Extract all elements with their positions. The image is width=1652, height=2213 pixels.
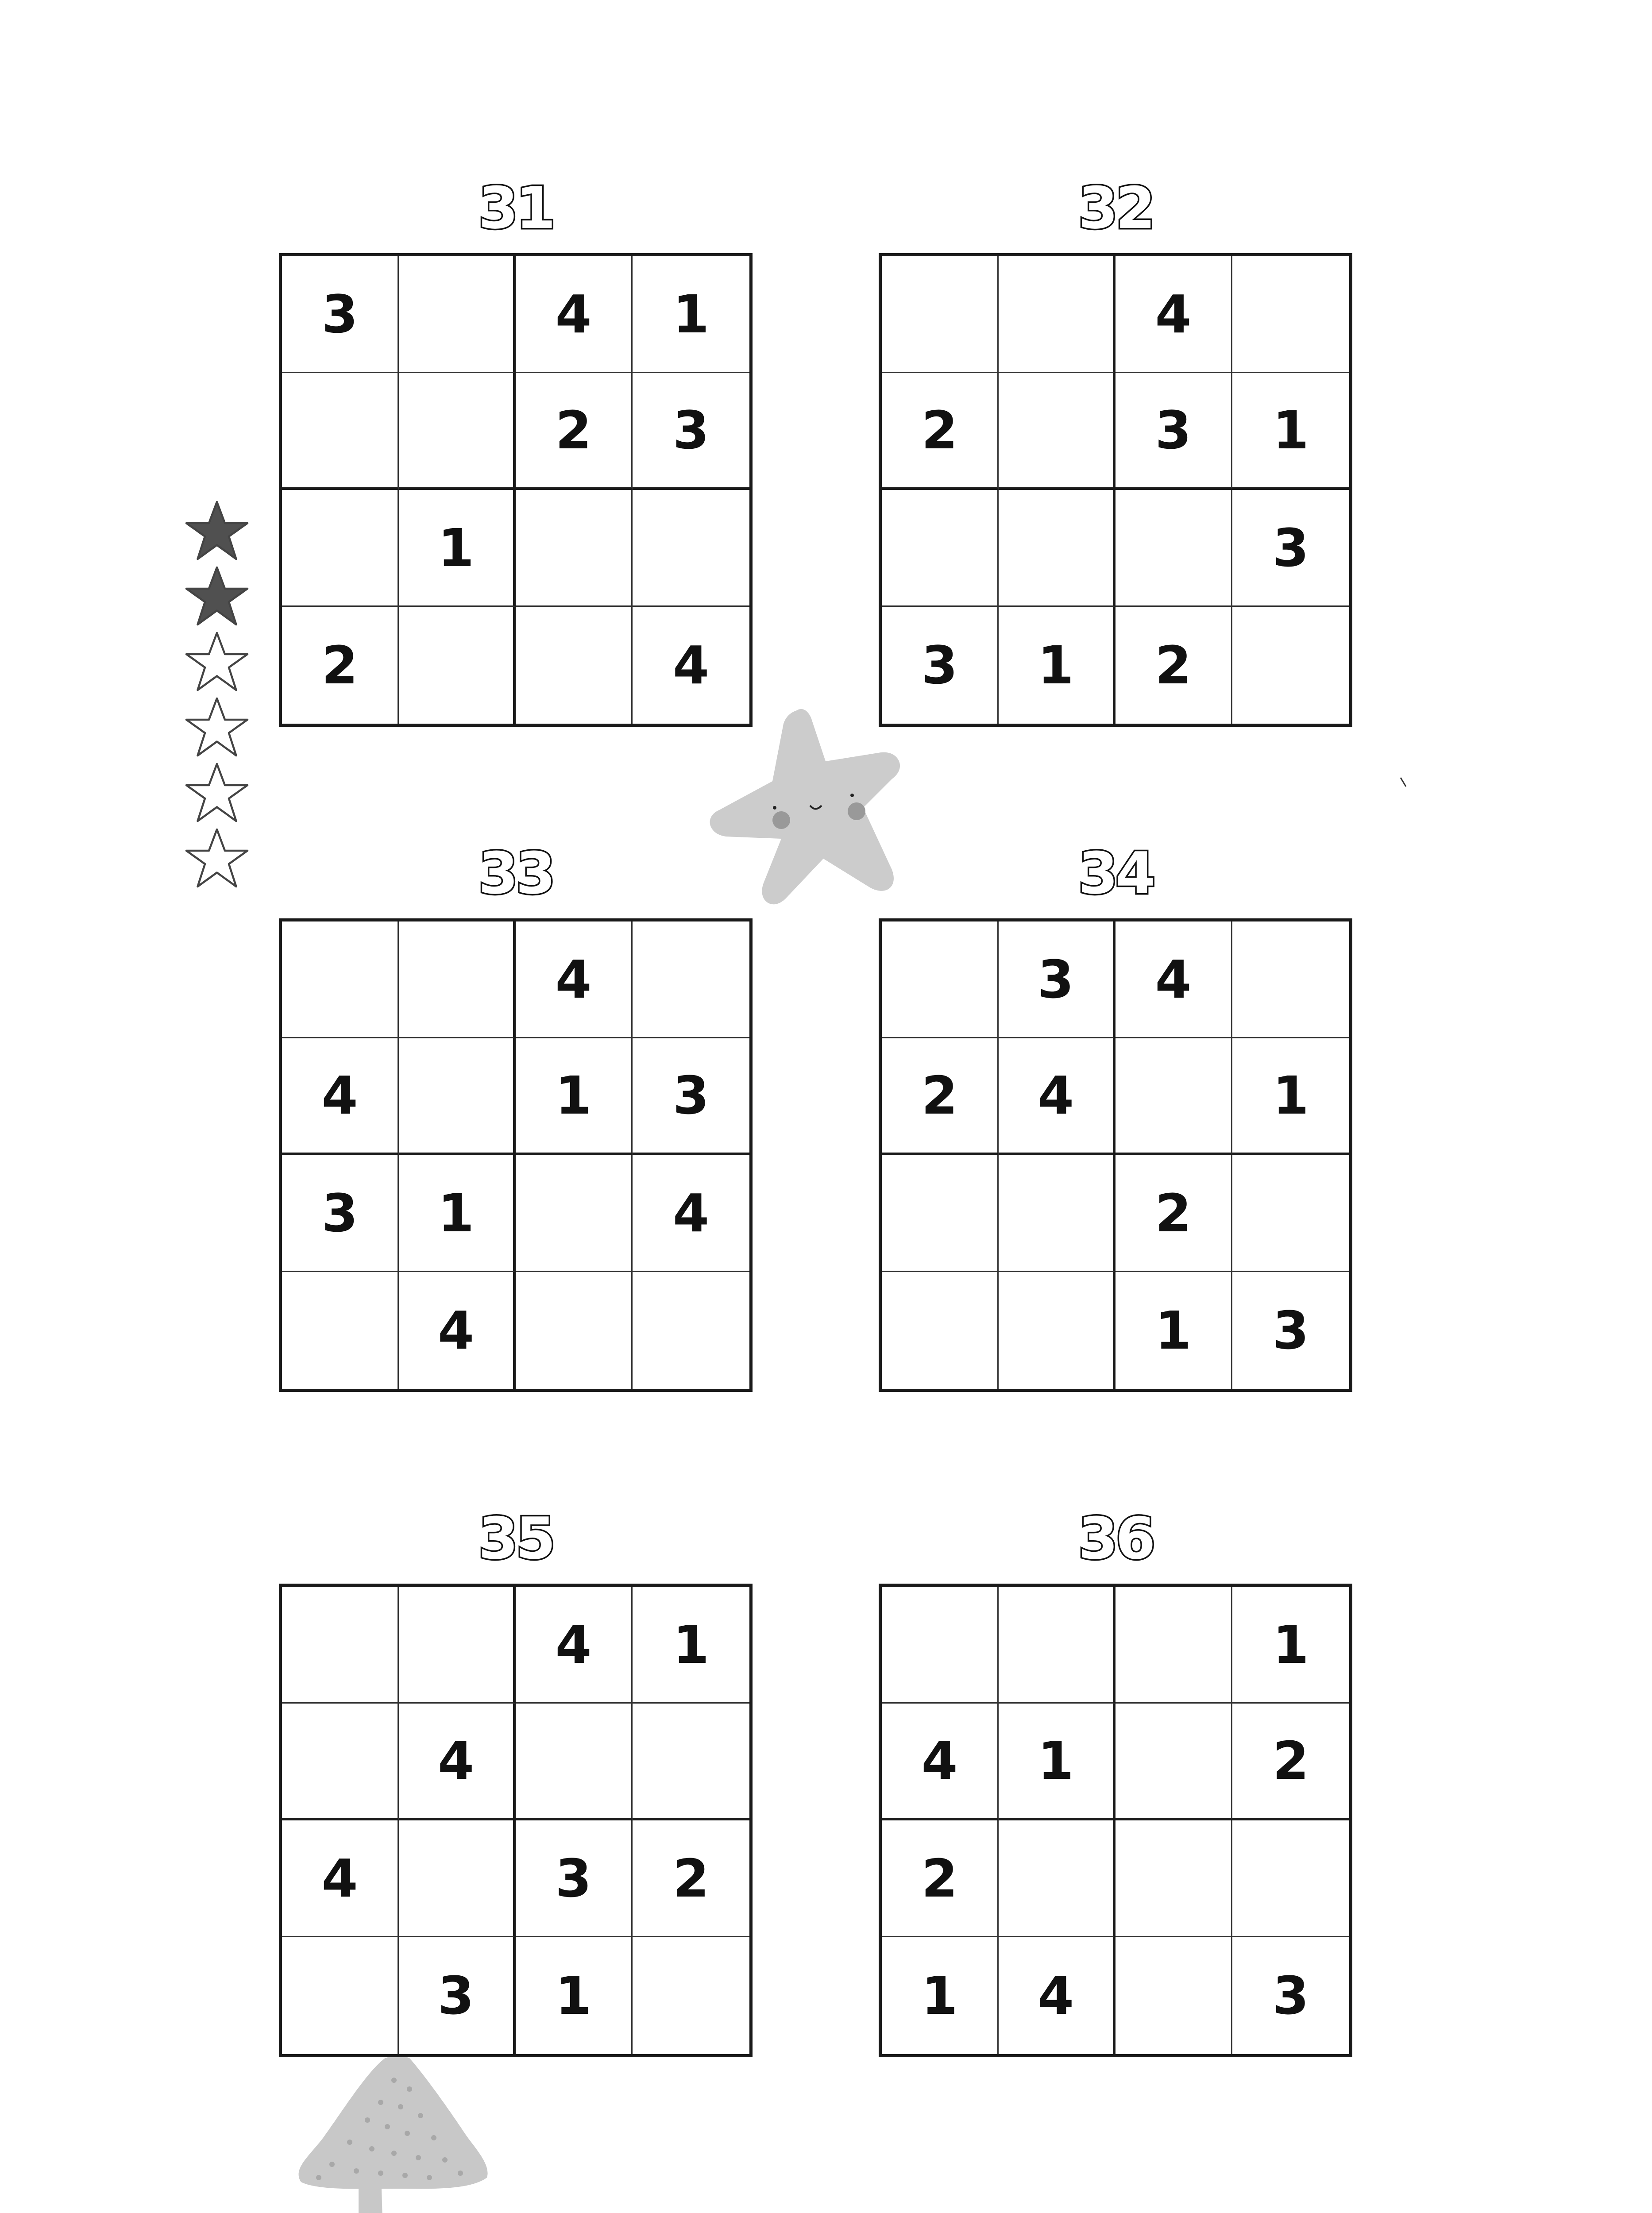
empty-cell[interactable] bbox=[282, 1704, 399, 1820]
empty-cell[interactable] bbox=[399, 607, 516, 724]
sudoku-grid bbox=[879, 253, 1352, 727]
given-cell: 2 bbox=[1232, 1704, 1349, 1820]
empty-cell[interactable] bbox=[999, 256, 1115, 373]
star-empty-icon bbox=[184, 629, 250, 695]
given-cell: 3 bbox=[1272, 1965, 1309, 2026]
empty-cell[interactable] bbox=[999, 1587, 1115, 1704]
given-cell: 1 bbox=[999, 607, 1115, 724]
empty-cell[interactable] bbox=[633, 1704, 749, 1820]
given-cell: 4 bbox=[516, 256, 633, 373]
given-cell: 3 bbox=[999, 921, 1115, 1038]
puzzle-number: 35 bbox=[478, 1505, 553, 1572]
given-cell: 4 bbox=[516, 1587, 633, 1704]
given-cell: 2 bbox=[633, 1820, 749, 1937]
empty-cell[interactable] bbox=[882, 1587, 999, 1704]
given-cell: 1 bbox=[1115, 1272, 1232, 1389]
given-cell: 2 bbox=[1115, 607, 1232, 724]
empty-cell[interactable] bbox=[882, 1155, 999, 1272]
empty-cell[interactable] bbox=[882, 1272, 999, 1389]
empty-cell[interactable] bbox=[282, 921, 399, 1038]
given-cell: 2 bbox=[882, 1820, 999, 1937]
given-cell: 1 bbox=[516, 1937, 633, 2054]
empty-cell[interactable] bbox=[633, 490, 749, 607]
empty-cell[interactable] bbox=[1115, 1587, 1232, 1704]
empty-cell[interactable] bbox=[399, 1587, 516, 1704]
given-cell: 3 bbox=[282, 256, 399, 373]
sudoku-grid bbox=[279, 1584, 753, 2057]
empty-cell[interactable] bbox=[282, 1272, 399, 1389]
empty-cell[interactable] bbox=[633, 921, 749, 1038]
given-cell: 4 bbox=[399, 1272, 516, 1389]
empty-cell[interactable] bbox=[882, 921, 999, 1038]
star-filled-icon bbox=[184, 498, 250, 564]
empty-cell[interactable] bbox=[516, 607, 633, 724]
empty-cell[interactable] bbox=[882, 256, 999, 373]
sudoku-grid bbox=[279, 253, 753, 727]
given-cell: 3 bbox=[633, 373, 749, 490]
empty-cell[interactable] bbox=[1115, 1038, 1232, 1155]
empty-cell[interactable] bbox=[282, 373, 399, 490]
given-cell: 4 bbox=[999, 1937, 1115, 2054]
empty-cell[interactable] bbox=[399, 373, 516, 490]
empty-cell[interactable] bbox=[282, 490, 399, 607]
puzzle-number: 34 bbox=[1078, 840, 1153, 907]
empty-cell[interactable] bbox=[999, 1155, 1115, 1272]
empty-cell[interactable] bbox=[1115, 1704, 1232, 1820]
empty-cell[interactable] bbox=[399, 921, 516, 1038]
empty-cell[interactable] bbox=[282, 1937, 399, 2054]
empty-cell[interactable] bbox=[1232, 921, 1349, 1038]
given-cell: 1 bbox=[399, 490, 516, 607]
empty-cell[interactable] bbox=[1115, 1937, 1232, 2054]
empty-cell[interactable] bbox=[999, 1820, 1115, 1937]
star-empty-icon bbox=[184, 694, 250, 761]
sudoku-grid bbox=[879, 1584, 1352, 2057]
given-cell: 3 bbox=[633, 1038, 749, 1155]
given-cell: 1 bbox=[1232, 1038, 1349, 1155]
empty-cell[interactable] bbox=[282, 1587, 399, 1704]
puzzle-number: 33 bbox=[478, 840, 553, 907]
given-cell: 2 bbox=[882, 373, 999, 490]
empty-cell[interactable] bbox=[1232, 1820, 1349, 1937]
empty-cell[interactable] bbox=[1115, 1820, 1232, 1937]
given-cell: 4 bbox=[399, 1704, 516, 1820]
given-cell: 1 bbox=[516, 1038, 633, 1155]
given-cell: 3 bbox=[282, 1155, 399, 1272]
given-cell: 4 bbox=[1115, 256, 1232, 373]
given-cell: 3 bbox=[1115, 373, 1232, 490]
empty-cell[interactable] bbox=[399, 256, 516, 373]
given-cell: 1 bbox=[1232, 373, 1349, 490]
empty-cell[interactable] bbox=[399, 1820, 516, 1937]
empty-cell[interactable] bbox=[999, 1272, 1115, 1389]
empty-cell[interactable] bbox=[999, 490, 1115, 607]
given-cell: 3 bbox=[516, 1820, 633, 1937]
given-cell: 3 bbox=[399, 1937, 516, 2054]
empty-cell[interactable] bbox=[882, 490, 999, 607]
sudoku-grid bbox=[279, 918, 753, 1392]
given-cell: 4 bbox=[999, 1038, 1115, 1155]
given-cell: 1 bbox=[399, 1155, 516, 1272]
stray-mark bbox=[1399, 777, 1409, 788]
given-cell: 4 bbox=[516, 921, 633, 1038]
empty-cell[interactable] bbox=[516, 1704, 633, 1820]
empty-cell[interactable] bbox=[399, 1038, 516, 1155]
star-empty-icon bbox=[184, 825, 250, 892]
given-cell: 1 bbox=[999, 1704, 1115, 1820]
given-cell: 1 bbox=[633, 256, 749, 373]
given-cell: 4 bbox=[282, 1038, 399, 1155]
empty-cell[interactable] bbox=[516, 1272, 633, 1389]
sudoku-grid bbox=[879, 918, 1352, 1392]
empty-cell[interactable] bbox=[1232, 1155, 1349, 1272]
mushroom-icon bbox=[292, 2054, 513, 2213]
empty-cell[interactable] bbox=[1232, 256, 1349, 373]
given-cell: 2 bbox=[1115, 1155, 1232, 1272]
given-cell: 1 bbox=[882, 1937, 999, 2054]
given-cell: 3 bbox=[882, 607, 999, 724]
difficulty-rating bbox=[184, 498, 250, 891]
puzzle-number: 32 bbox=[1078, 174, 1153, 242]
given-cell: 1 bbox=[1232, 1587, 1349, 1704]
star-empty-icon bbox=[184, 760, 250, 826]
given-cell: 4 bbox=[672, 635, 710, 696]
given-cell: 4 bbox=[1115, 921, 1232, 1038]
empty-cell[interactable] bbox=[633, 1272, 749, 1389]
given-cell: 4 bbox=[282, 1820, 399, 1937]
given-cell: 3 bbox=[1272, 1300, 1309, 1361]
puzzle-number: 31 bbox=[478, 174, 553, 242]
star-filled-icon bbox=[184, 563, 250, 630]
empty-cell[interactable] bbox=[633, 1937, 749, 2054]
empty-cell[interactable] bbox=[1232, 607, 1349, 724]
given-cell: 3 bbox=[1232, 490, 1349, 607]
empty-cell[interactable] bbox=[999, 373, 1115, 490]
empty-cell[interactable] bbox=[1115, 490, 1232, 607]
given-cell: 4 bbox=[633, 1155, 749, 1272]
given-cell: 2 bbox=[882, 1038, 999, 1155]
given-cell: 2 bbox=[282, 607, 399, 724]
given-cell: 1 bbox=[633, 1587, 749, 1704]
empty-cell[interactable] bbox=[516, 490, 633, 607]
empty-cell[interactable] bbox=[516, 1155, 633, 1272]
given-cell: 4 bbox=[882, 1704, 999, 1820]
puzzle-number: 36 bbox=[1078, 1505, 1153, 1572]
given-cell: 2 bbox=[516, 373, 633, 490]
